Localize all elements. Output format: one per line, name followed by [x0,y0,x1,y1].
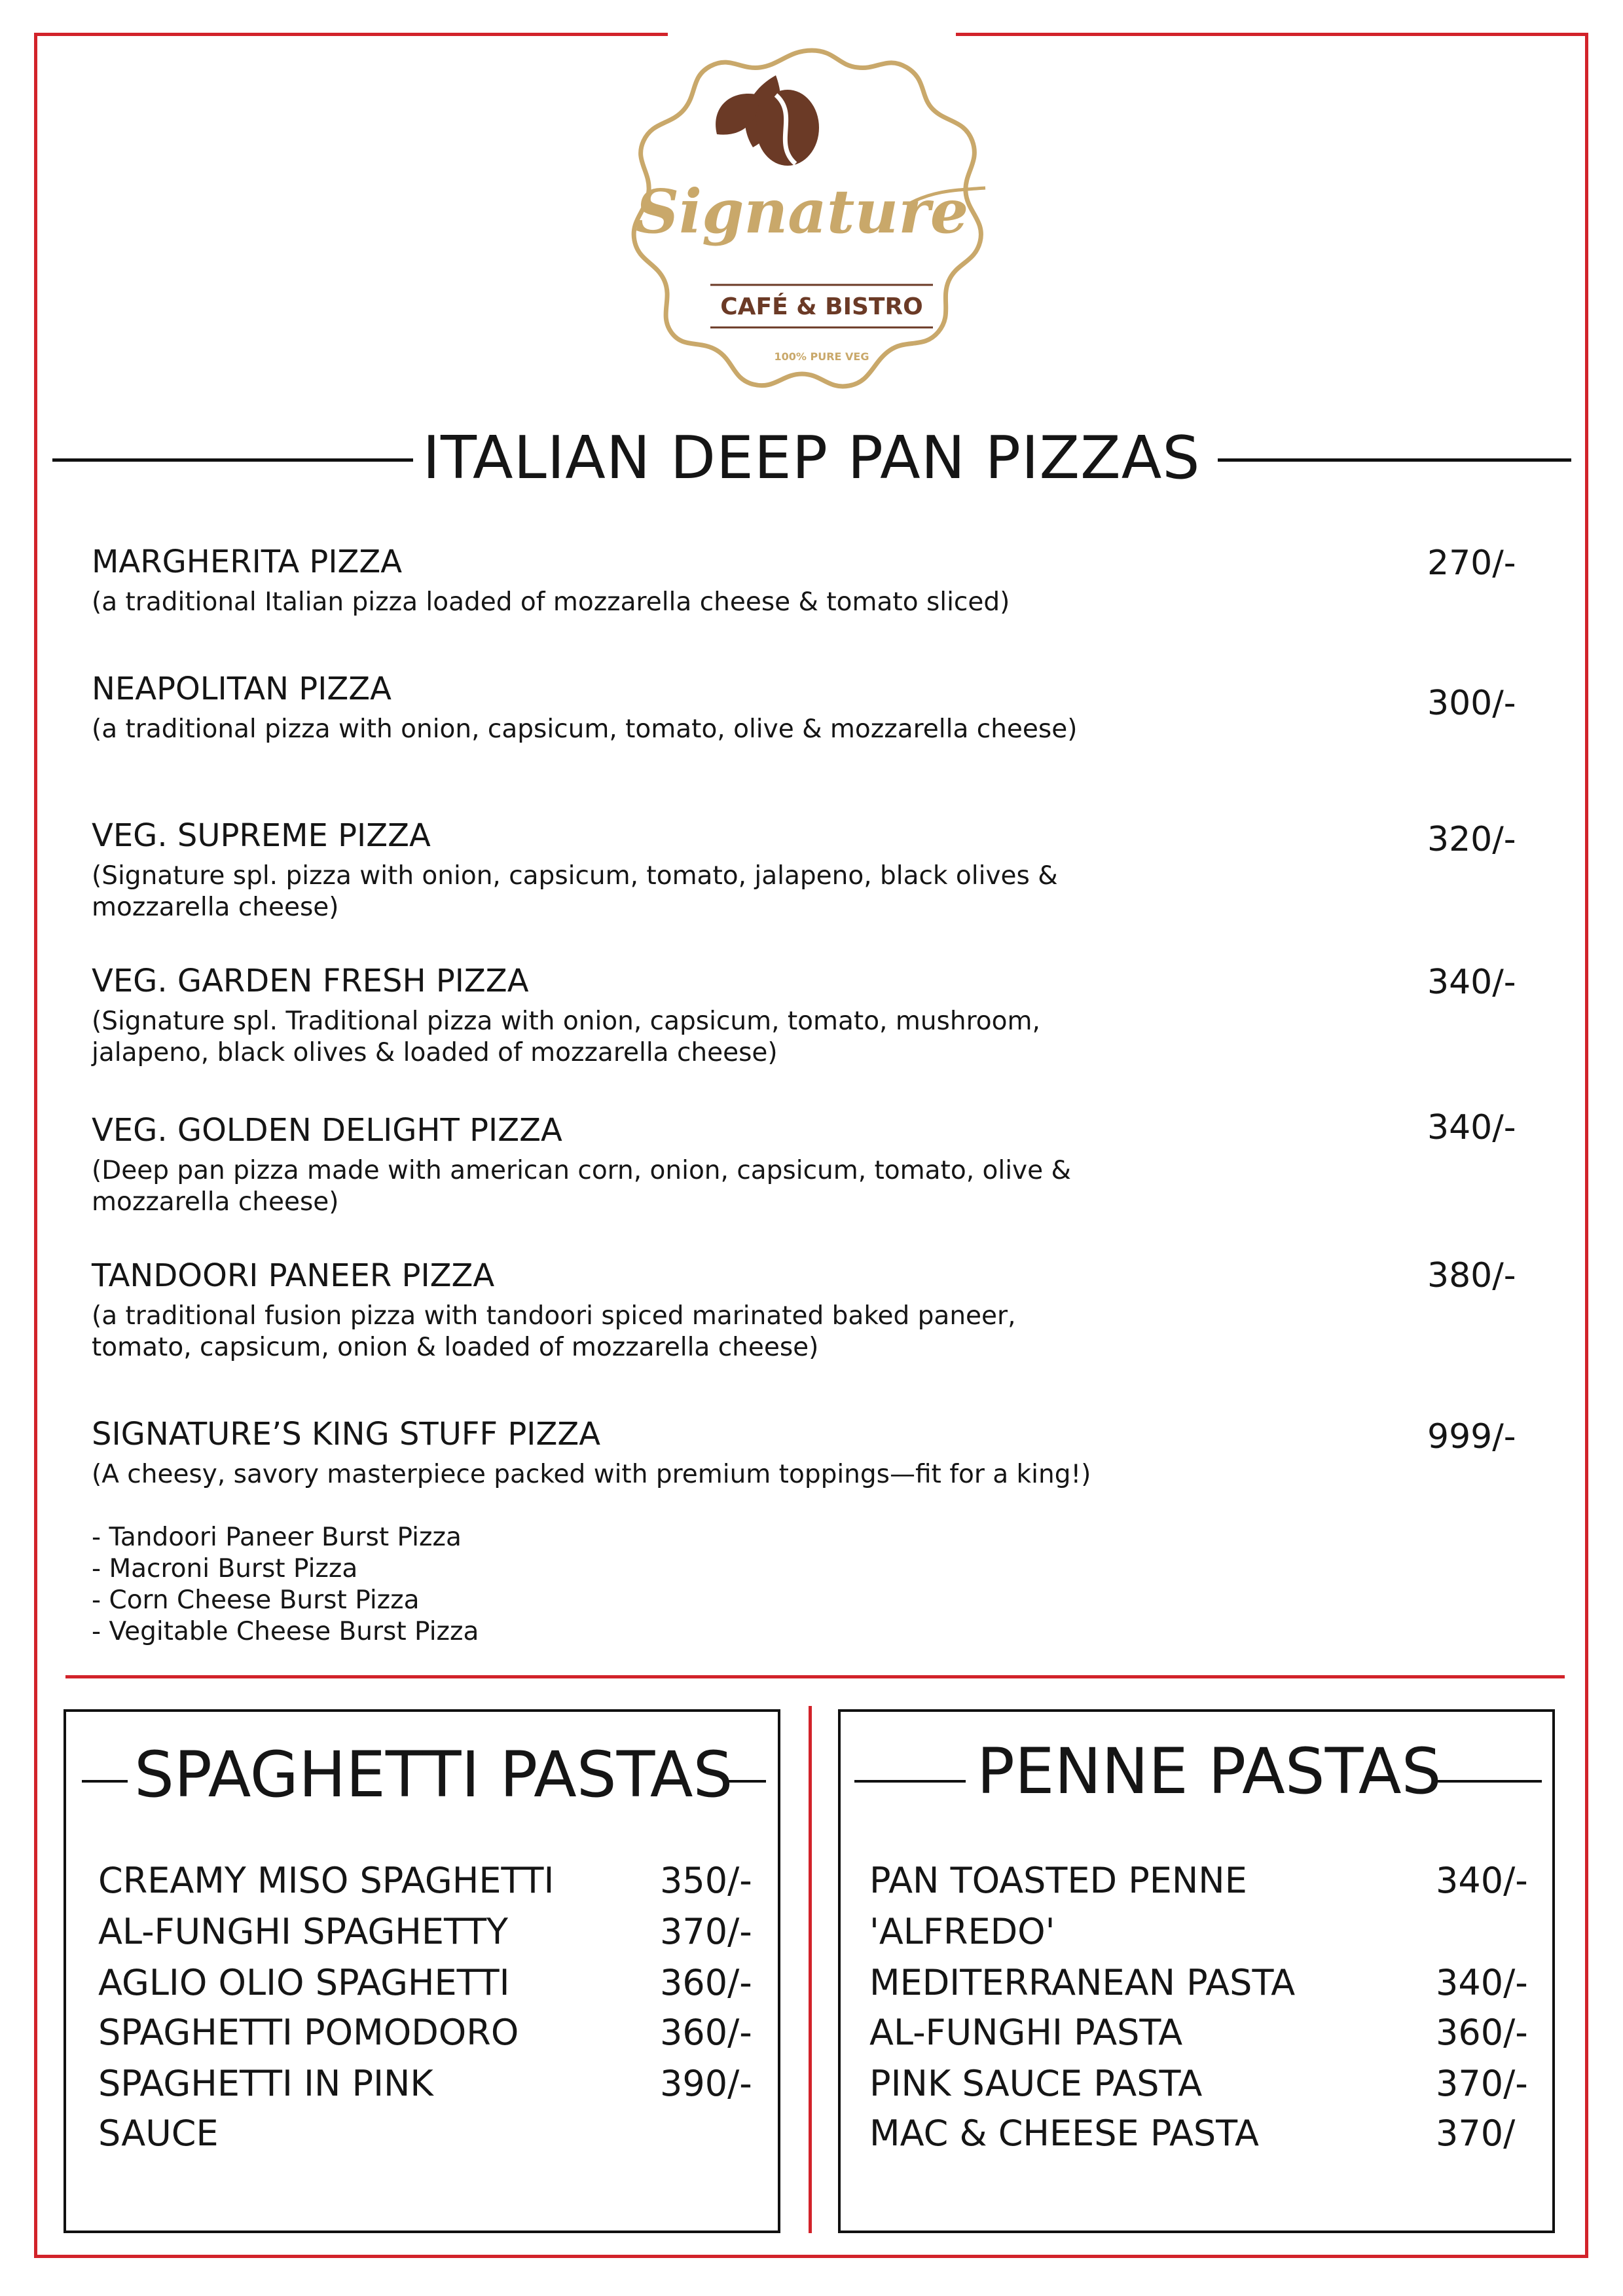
king-stuff-options [92,1522,479,1648]
pizza-price-king-stuff: 999/- [1427,1417,1516,1456]
section-divider-horizontal [65,1675,1565,1678]
pizza-desc-neapolitan: (a traditional pizza with onion, capsicum, tomato, olive & mozzarella cheese) [92,714,1078,744]
penne-name: PINK SAUCE PASTA [869,2063,1203,2104]
signature-logo [619,36,1005,403]
pizza-name-veg-supreme: VEG. SUPREME PIZZA [92,817,431,854]
pizza-name-tandoori-paneer: TANDOORI PANEER PIZZA [92,1257,495,1294]
king-option: - Vegitable Cheese Burst Pizza [92,1617,479,1646]
penne-price: 360/- [1436,2012,1528,2053]
penne-title-rule-left [854,1780,966,1783]
pizza-price-golden-delight: 340/- [1427,1108,1516,1147]
penne-title-rule-right [1434,1780,1542,1783]
spaghetti-price: 360/- [660,1962,752,2003]
penne-price: 370/- [1436,2063,1528,2104]
pizza-desc-veg-supreme: (Signature spl. pizza with onion, capsicum, tomato, jalapeno, black olives & mozzarella cheese) [92,861,1058,922]
penne-name: PAN TOASTED PENNE [869,1860,1247,1901]
pizza-desc-tandoori-paneer: (a traditional fusion pizza with tandoori spiced marinated baked paneer, tomato, capsicum, onion & loaded of mozzarella cheese) [92,1301,1016,1362]
section-title-spaghetti: SPAGHETTI PASTAS [134,1738,733,1811]
pizza-desc-garden-fresh: (Signature spl. Traditional pizza with onion, capsicum, tomato, mushroom, jalapeno, black olives & loaded of mozzarella cheese) [92,1007,1040,1067]
pizza-price-margherita: 270/- [1427,544,1516,583]
spaghetti-price: 350/- [660,1860,752,1901]
penne-price: 370/ [1436,2113,1516,2154]
section-divider-vertical [809,1706,812,2233]
pizza-price-tandoori-paneer: 380/- [1427,1256,1516,1295]
spaghetti-price: 390/- [660,2063,752,2104]
king-option: - Macroni Burst Pizza [92,1554,358,1583]
pizza-price-veg-supreme: 320/- [1427,820,1516,859]
penne-price: 340/- [1436,1962,1528,2003]
spaghetti-name: AL-FUNGHI SPAGHETTY [98,1911,509,1952]
pizza-desc-golden-delight: (Deep pan pizza made with american corn, onion, capsicum, tomato, olive & mozzarella cheese) [92,1156,1071,1217]
pizza-name-king-stuff: SIGNATURE’S KING STUFF PIZZA [92,1416,601,1453]
pizza-price-garden-fresh: 340/- [1427,963,1516,1002]
pizza-desc-king-stuff: (A cheesy, savory masterpiece packed with premium toppings—fit for a king!) [92,1460,1091,1489]
spaghetti-name: SPAGHETTI IN PINK [98,2063,433,2104]
pizza-name-neapolitan: NEAPOLITAN PIZZA [92,671,392,707]
section-title-pizzas: ITALIAN DEEP PAN PIZZAS [0,419,1623,498]
penne-price: 340/- [1436,1860,1528,1901]
spaghetti-price: 360/- [660,2012,752,2053]
spaghetti-price: 370/- [660,1911,752,1952]
spaghetti-name: SAUCE [98,2113,219,2154]
spaghetti-name: CREAMY MISO SPAGHETTI [98,1860,555,1901]
spaghetti-name: AGLIO OLIO SPAGHETTI [98,1962,510,2003]
brand-note: 100% PURE VEG [774,350,869,363]
pizza-name-golden-delight: VEG. GOLDEN DELIGHT PIZZA [92,1112,562,1149]
pizza-name-margherita: MARGHERITA PIZZA [92,544,403,580]
section-title-penne: PENNE PASTAS [977,1735,1442,1808]
penne-name: AL-FUNGHI PASTA [869,2012,1183,2053]
brand-name: Signature [635,176,969,247]
penne-name: 'ALFREDO' [869,1911,1055,1952]
penne-name: MEDITERRANEAN PASTA [869,1962,1296,2003]
king-option: - Tandoori Paneer Burst Pizza [92,1523,462,1552]
spaghetti-name: SPAGHETTI POMODORO [98,2012,519,2053]
brand-tagline: CAFÉ & BISTRO [720,293,923,320]
spaghetti-title-rule-left [82,1780,128,1783]
penne-name: MAC & CHEESE PASTA [869,2113,1259,2154]
pizza-price-neapolitan: 300/- [1427,684,1516,723]
pizza-name-garden-fresh: VEG. GARDEN FRESH PIZZA [92,963,529,999]
pizza-desc-margherita: (a traditional Italian pizza loaded of mozzarella cheese & tomato sliced) [92,587,1010,617]
king-option: - Corn Cheese Burst Pizza [92,1585,420,1615]
